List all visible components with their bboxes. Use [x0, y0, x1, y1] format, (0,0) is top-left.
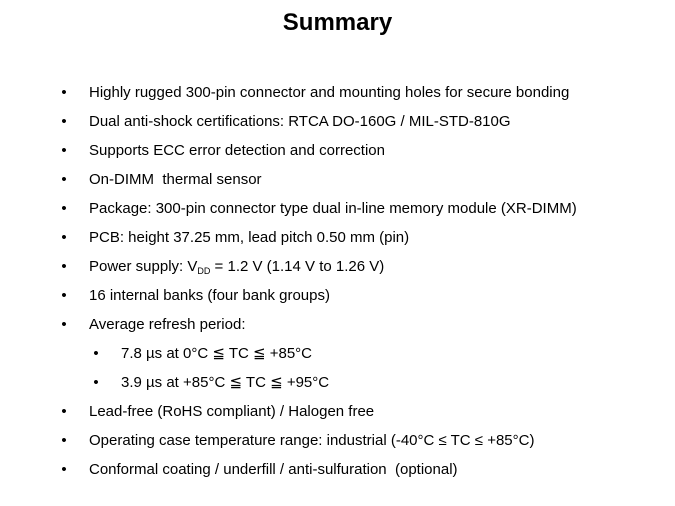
list-item	[0, 457, 675, 486]
list-item	[0, 167, 675, 196]
list-item-text: Average refresh period:	[89, 316, 246, 333]
list-item	[0, 428, 675, 457]
list-item	[0, 225, 675, 254]
bullet-icon: •	[61, 113, 67, 130]
bullet-icon: •	[61, 200, 67, 217]
list-item-text: 3.9 µs at +85°C ≦ TC ≦ +95°C	[121, 374, 330, 391]
list-item	[0, 109, 675, 138]
list-item	[0, 283, 675, 312]
list-item-text: On-DIMM thermal sensor	[89, 171, 262, 188]
bullet-icon: •	[61, 287, 67, 304]
list-item-text: Highly rugged 300-pin connector and mounting holes for secure bonding	[89, 84, 570, 101]
list-item-text: 16 internal banks (four bank groups)	[89, 287, 330, 304]
list-item-text: Operating case temperature range: industrial (-40°C ≤ TC ≤ +85°C)	[89, 432, 535, 449]
bullet-icon: •	[61, 171, 67, 188]
sub-list-item	[0, 370, 675, 399]
power-prefix: Power supply: V	[89, 258, 198, 275]
list-item-text: 7.8 µs at 0°C ≦ TC ≦ +85°C	[121, 345, 312, 362]
list-item-text: Lead-free (RoHS compliant) / Halogen free	[89, 403, 375, 420]
sub-list-item	[0, 341, 675, 370]
bullet-icon: •	[61, 403, 67, 420]
bullet-list	[0, 80, 675, 486]
bullet-icon: •	[61, 432, 67, 449]
bullet-icon: •	[93, 374, 99, 391]
list-item-text: Dual anti-shock certifications: RTCA DO-160G / MIL-STD-810G	[89, 113, 511, 130]
list-item-text: Package: 300-pin connector type dual in-line memory module (XR-DIMM)	[89, 200, 577, 217]
power-suffix: = 1.2 V (1.14 V to 1.26 V)	[210, 258, 385, 275]
bullet-icon: •	[93, 345, 99, 362]
bullet-icon: •	[61, 258, 67, 275]
list-item	[0, 138, 675, 167]
power-subscript: DD	[197, 266, 211, 276]
list-item-power-supply	[0, 254, 675, 283]
bullet-icon: •	[61, 316, 67, 333]
bullet-icon: •	[61, 461, 67, 478]
list-item	[0, 399, 675, 428]
list-item-text: Supports ECC error detection and correction	[89, 142, 385, 159]
bullet-icon: •	[61, 142, 67, 159]
list-item	[0, 312, 675, 341]
bullet-icon: •	[61, 229, 67, 246]
slide-title: Summary	[282, 9, 393, 36]
list-item-text	[89, 254, 384, 279]
list-item-text: Conformal coating / underfill / anti-sulfuration (optional)	[89, 461, 458, 478]
list-item	[0, 80, 675, 109]
list-item-text: PCB: height 37.25 mm, lead pitch 0.50 mm (pin)	[89, 229, 410, 246]
list-item	[0, 196, 675, 225]
bullet-icon: •	[61, 84, 67, 101]
